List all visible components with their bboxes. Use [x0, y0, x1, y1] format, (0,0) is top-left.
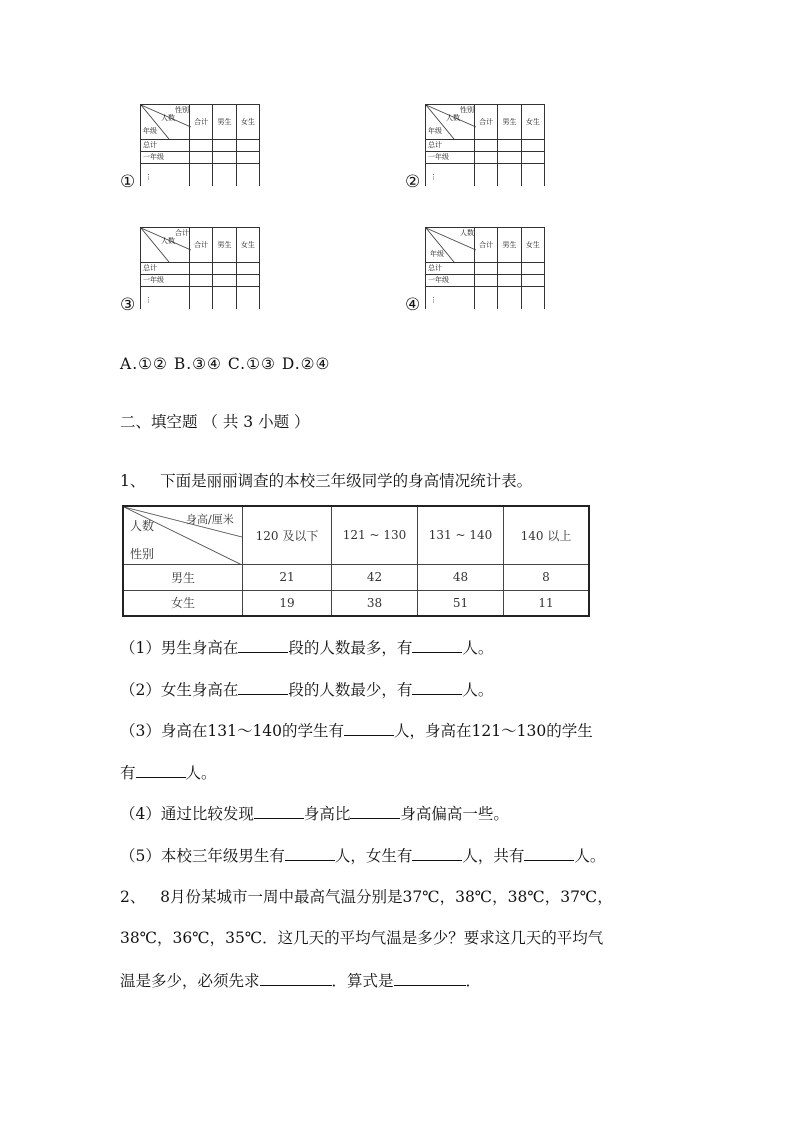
- row-label: 总计: [141, 263, 190, 275]
- answer-blank[interactable]: [238, 637, 288, 653]
- table-cell: 21: [243, 564, 332, 590]
- table-cell: 11: [504, 590, 590, 616]
- row-label: 一年级: [426, 152, 475, 164]
- answer-blank[interactable]: [412, 637, 462, 653]
- col-header: 140 以上: [504, 506, 590, 564]
- row-label: 一年级: [141, 152, 190, 164]
- answer-blank[interactable]: [238, 679, 288, 695]
- diagonal-header-cell: [141, 228, 190, 263]
- q2-line2: 38℃，36℃，35℃．这几天的平均气温是多少？要求这几天的平均气: [120, 929, 604, 947]
- table-cell: 19: [243, 590, 332, 616]
- col-header: 合计: [190, 228, 213, 263]
- table-cell: 51: [418, 590, 504, 616]
- q2-number: 2、: [120, 888, 146, 906]
- diagonal-header-cell: [426, 105, 475, 140]
- answer-choices: A.①② B.③④ C.①③ D.②④: [120, 355, 331, 373]
- table-cell: 42: [332, 564, 418, 590]
- col-header: 120 及以下: [243, 506, 332, 564]
- row-continuation: [426, 287, 475, 310]
- option-table-4: [425, 227, 545, 307]
- option-marker-3: ③: [120, 295, 136, 315]
- q2-line3: 温是多少，必须先求 ．算式是 ．: [120, 972, 482, 990]
- row-continuation: [141, 164, 190, 187]
- corner-header-cell: [123, 506, 243, 564]
- answer-blank[interactable]: [524, 845, 574, 861]
- q1-sub1: （1）男生身高在 段的人数最多，有 人。: [120, 639, 494, 657]
- q2-line1: 2、 8月份某城市一周中最高气温分别是37℃，38℃，38℃，37℃，: [120, 888, 613, 906]
- row-label: 总计: [426, 140, 475, 152]
- diagonal-label: 人数: [460, 229, 474, 237]
- row-label: 男生: [123, 564, 243, 590]
- answer-blank[interactable]: [254, 803, 304, 819]
- diagonal-label: 人数: [161, 114, 175, 122]
- diagonal-label: 年级: [428, 127, 442, 135]
- row-continuation: [426, 164, 475, 187]
- answer-blank[interactable]: [260, 970, 332, 986]
- corner-bottom-label: 性别: [130, 547, 155, 561]
- col-header: 男生: [498, 228, 521, 263]
- diagonal-header-cell: [141, 105, 190, 140]
- col-header: 女生: [521, 105, 544, 140]
- col-header: 合计: [475, 105, 498, 140]
- option-marker-2: ②: [405, 172, 421, 192]
- col-header: 男生: [213, 105, 236, 140]
- row-label: 总计: [141, 140, 190, 152]
- col-header: 合计: [190, 105, 213, 140]
- diagonal-label: 人数: [446, 114, 460, 122]
- col-header: 121 ~ 130: [332, 506, 418, 564]
- q1-number: 1、: [120, 472, 146, 490]
- option-table-2: [425, 104, 545, 184]
- diagonal-label: 年级: [143, 127, 157, 135]
- corner-top-label: 身高/厘米: [186, 513, 234, 526]
- table-cell: 38: [332, 590, 418, 616]
- corner-mid-label: 人数: [130, 519, 155, 533]
- option-marker-4: ④: [405, 295, 421, 315]
- col-header: 女生: [236, 228, 259, 263]
- answer-blank[interactable]: [344, 720, 394, 736]
- col-header: 男生: [213, 228, 236, 263]
- q1-sub4: （4）通过比较发现 身高比 身高偏高一些。: [120, 805, 509, 823]
- answer-blank[interactable]: [136, 762, 186, 778]
- continuation-dots: ⋮: [145, 295, 152, 304]
- answer-blank[interactable]: [285, 845, 335, 861]
- option-marker-1: ①: [120, 172, 136, 192]
- section-title: 二、填空题 （ 共 3 小题 ）: [120, 413, 310, 431]
- q1-stem: [120, 471, 532, 491]
- answer-blank[interactable]: [412, 679, 462, 695]
- continuation-dots: ⋮: [430, 295, 437, 304]
- answer-blank[interactable]: [394, 970, 466, 986]
- diagonal-label: 合计: [175, 229, 189, 237]
- diagonal-header-cell: [426, 228, 475, 263]
- q1-sub2: （2）女生身高在 段的人数最少，有 人。: [120, 681, 494, 699]
- row-label: 女生: [123, 590, 243, 616]
- q1-sub5: （5）本校三年级男生有 人，女生有 人，共有 人。: [120, 847, 606, 865]
- col-header: 合计: [475, 228, 498, 263]
- height-statistics-table: [122, 505, 590, 617]
- diagonal-label: 性别: [460, 106, 474, 114]
- col-header: 131 ~ 140: [418, 506, 504, 564]
- diagonal-label: 性别: [175, 106, 189, 114]
- diagonal-label: 人数: [161, 237, 175, 245]
- col-header: 女生: [521, 228, 544, 263]
- q1-text: 下面是丽丽调查的本校三年级同学的身高情况统计表。: [160, 472, 533, 490]
- continuation-dots: ⋮: [145, 172, 152, 181]
- col-header: 女生: [236, 105, 259, 140]
- diagonal-label: 年级: [430, 250, 444, 258]
- col-header: 男生: [498, 105, 521, 140]
- row-continuation: [141, 287, 190, 310]
- option-table-3: [140, 227, 260, 307]
- answer-blank[interactable]: [412, 845, 462, 861]
- table-cell: 8: [504, 564, 590, 590]
- row-label: 一年级: [141, 275, 190, 287]
- row-label: 一年级: [426, 275, 475, 287]
- q1-sub3: （3）身高在131～140的学生有 人，身高在121～130的学生: [120, 722, 593, 740]
- continuation-dots: ⋮: [430, 172, 437, 181]
- option-table-1: [140, 104, 260, 184]
- table-cell: 48: [418, 564, 504, 590]
- answer-blank[interactable]: [350, 803, 400, 819]
- q1-sub3-cont: 有 人。: [120, 764, 217, 782]
- row-label: 总计: [426, 263, 475, 275]
